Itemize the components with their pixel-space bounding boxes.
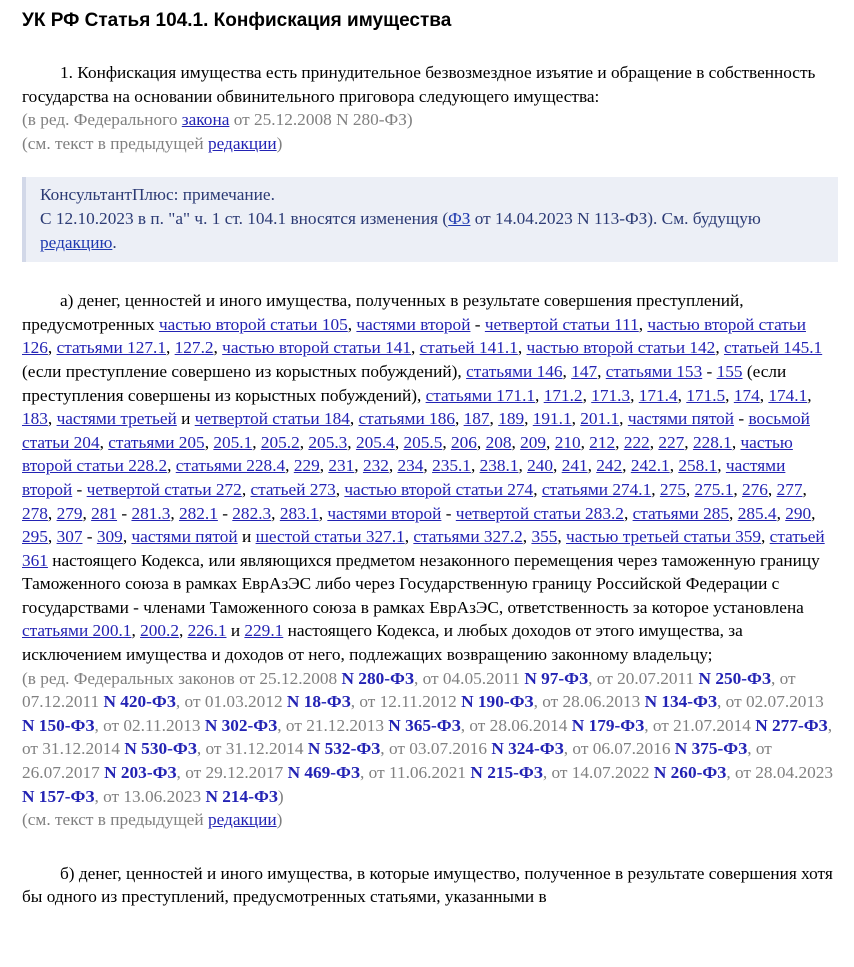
text-run: , [597, 361, 606, 381]
article-link[interactable]: 238.1 [479, 456, 519, 476]
text-run: , от 04.05.2011 [413, 668, 525, 688]
article-link[interactable]: 201.1 [580, 409, 620, 429]
text-run: (если преступление совершено из корыстных побуждений), [22, 361, 467, 381]
text-run: , [166, 338, 175, 358]
text-run: , [470, 456, 480, 476]
text-run: - [441, 503, 456, 523]
article-link[interactable]: статьями 285 [632, 503, 730, 523]
text-run: , от 11.06.2021 [360, 763, 471, 783]
law-link[interactable]: N 215-ФЗ [470, 763, 543, 783]
text-run: , [811, 503, 816, 523]
text-run: , [619, 409, 628, 429]
text-run: , [489, 409, 499, 429]
article-link[interactable]: 290 [785, 503, 812, 523]
article-link[interactable]: 127.2 [174, 338, 214, 358]
law-link[interactable]: N 530-ФЗ [124, 739, 197, 759]
text-run: , [557, 527, 566, 547]
law-link[interactable]: N 214-ФЗ [205, 786, 278, 806]
text-run: (если преступления совершены из корыстных побуждений), [22, 361, 787, 405]
text-run: , [99, 432, 109, 452]
article-link[interactable]: частью второй статьи 228.2 [22, 432, 793, 476]
text-run: , [638, 314, 648, 334]
note-body: С 12.10.2023 в п. "а" ч. 1 ст. 104.1 вносятся изменения (ФЗ от 14.04.2023 N 113-ФЗ). См. будущую редакцию. [40, 208, 761, 252]
article-link[interactable]: 171.2 [543, 385, 583, 405]
previous-edition-link[interactable]: редакции [207, 133, 277, 153]
article-link[interactable]: 209 [520, 432, 547, 452]
text-run: , [204, 432, 214, 452]
article-link[interactable]: 295 [22, 527, 48, 547]
text-run: ) [277, 786, 284, 806]
article-link[interactable]: 222 [623, 432, 650, 452]
law-link[interactable]: N 277-ФЗ [755, 715, 828, 735]
law-link[interactable]: N 150-ФЗ [22, 715, 95, 735]
article-link[interactable]: 232 [362, 456, 389, 476]
article-link[interactable]: 226.1 [187, 621, 227, 641]
text-run: , [622, 456, 631, 476]
text-run: , [535, 385, 544, 405]
text-run: , [733, 479, 742, 499]
page-title: УК РФ Статья 104.1. Конфискация имущества [22, 10, 452, 31]
text-run: , [319, 456, 329, 476]
text-run: , [388, 456, 398, 476]
text-run: , [517, 338, 527, 358]
text-run: , [587, 456, 597, 476]
law-link[interactable]: N 260-ФЗ [653, 763, 727, 783]
text-run: , [553, 456, 562, 476]
text-run: , [731, 432, 741, 452]
text-run: а) денег, ценностей и иного имущества, полученных в результате совершения преступлений, предусмотренных [22, 291, 744, 334]
text-run: , [82, 503, 92, 523]
law-link[interactable]: N 420-ФЗ [103, 692, 176, 712]
text-run: , от 29.12.2017 [176, 763, 288, 783]
text-run: , [394, 432, 404, 452]
text-run: , [423, 456, 433, 476]
text-run: , [717, 456, 726, 476]
article-link[interactable]: 279 [56, 503, 83, 523]
previous-edition-note-1: (см. текст в предыдущей редакции) [22, 133, 283, 153]
article-link[interactable]: четвертой статьи 184 [194, 409, 350, 429]
paragraph-a [22, 289, 838, 667]
text-run: , от 06.07.2016 [563, 739, 675, 759]
text-run: - [117, 503, 132, 523]
law-link[interactable]: N 280-ФЗ [341, 668, 414, 688]
paragraph-b: б) денег, ценностей и иного имущества, в которые имущество, полученное в результате совершения хотя бы одного из преступлений, предусмотренных статьями, указанными в [22, 863, 833, 907]
text-run: , [669, 456, 679, 476]
article-link[interactable]: 231 [328, 456, 355, 476]
text-run: , [349, 409, 359, 429]
article-link[interactable]: 205.4 [355, 432, 395, 452]
article-link[interactable]: частью второй статьи 126 [22, 314, 806, 358]
text-run: , [347, 432, 356, 452]
text-run: , от 02.11.2013 [94, 715, 205, 735]
article-link[interactable]: 210 [554, 432, 581, 452]
article-link[interactable]: 155 [716, 361, 743, 381]
text-run: , [649, 432, 659, 452]
note-fz-link[interactable]: ФЗ [448, 208, 471, 228]
article-link[interactable]: 200.2 [140, 621, 179, 641]
text-run: , от 12.11.2012 [350, 692, 462, 712]
law-link[interactable]: N 18-ФЗ [286, 692, 351, 712]
article-link[interactable]: 205.2 [260, 432, 300, 452]
law-link[interactable]: N 324-ФЗ [491, 739, 564, 759]
text-run: и [237, 527, 256, 547]
article-link[interactable]: 227 [658, 432, 685, 452]
text-run: и [226, 621, 245, 641]
article-link[interactable]: 174.1 [768, 385, 808, 405]
article-link[interactable]: статьями 228.4 [175, 456, 286, 476]
article-link[interactable]: 205.5 [403, 432, 443, 452]
article-link[interactable]: 212 [589, 432, 616, 452]
text-run: , [213, 338, 223, 358]
text-run: , [582, 385, 592, 405]
article-link[interactable]: 258.1 [678, 456, 718, 476]
text-run: , [524, 409, 533, 429]
note-heading: КонсультантПлюс: примечание. [40, 185, 275, 205]
text-run: , [318, 503, 328, 523]
article-link[interactable]: 229 [293, 456, 320, 476]
article-link[interactable]: 187 [463, 409, 490, 429]
text-run: , [47, 503, 57, 523]
text-run: , [580, 432, 590, 452]
article-link[interactable]: восьмой статьи 204 [22, 409, 810, 452]
consultant-note [22, 177, 838, 262]
article-link[interactable]: частью второй статьи 141 [222, 338, 411, 358]
text-run: , от 31.12.2014 [196, 739, 308, 759]
article-link[interactable]: четвертой статьи 272 [86, 479, 242, 499]
text-run: , [562, 361, 572, 381]
paragraph-1: 1. Конфискация имущества есть принудительное безвозмездное изъятие и обращение в собственность государства на основании обвинительного приговора следующего имущества: [22, 63, 816, 106]
article-link[interactable]: 278 [22, 503, 48, 523]
law-link[interactable]: N 532-ФЗ [307, 739, 381, 759]
article-link[interactable]: 205.3 [308, 432, 348, 452]
text-run: , от 28.06.2014 [460, 715, 572, 735]
article-link[interactable]: шестой статьи 327.1 [255, 527, 405, 547]
text-run: , [347, 314, 357, 334]
edition-note-a [22, 667, 838, 809]
law-link[interactable]: N 469-ФЗ [287, 763, 361, 783]
text-run: , [615, 432, 624, 452]
future-edition-link[interactable]: редакцию [40, 232, 113, 252]
text-run: , [511, 432, 521, 452]
article-link[interactable]: 228.1 [692, 432, 732, 452]
text-run: , [767, 479, 777, 499]
text-run: , [47, 338, 57, 358]
article-link[interactable]: 171.4 [638, 385, 678, 405]
text-run: , [623, 503, 633, 523]
article-link[interactable]: частью второй статьи 274 [344, 479, 534, 499]
text-run: , [677, 385, 687, 405]
article-link[interactable]: 171.3 [591, 385, 631, 405]
article-link[interactable]: четвертой статьи 111 [484, 314, 639, 334]
article-link[interactable]: статьями 274.1 [541, 479, 652, 499]
article-link[interactable]: 275.1 [694, 479, 734, 499]
text-run: , [404, 527, 414, 547]
text-run: , [442, 432, 451, 452]
article-link[interactable]: 281 [91, 503, 118, 523]
law-link[interactable]: N 134-ФЗ [644, 692, 718, 712]
article-link[interactable]: статьями 127.1 [56, 338, 166, 358]
article-link[interactable]: статьей 145.1 [723, 338, 823, 358]
article-link[interactable]: 206 [451, 432, 477, 452]
article-link[interactable]: 229.1 [244, 621, 284, 641]
article-link[interactable]: 307 [56, 527, 83, 547]
text-run: , от 01.03.2012 [175, 692, 287, 712]
text-run: - [82, 527, 97, 547]
text-run: , [802, 479, 807, 499]
text-run: , от 31.12.2014 [22, 715, 833, 759]
article-link[interactable]: частью второй статьи 105 [158, 314, 348, 334]
law-link[interactable]: закона [181, 110, 230, 130]
text-run: , [725, 385, 734, 405]
text-run: и [176, 409, 195, 429]
text-run: , [546, 432, 555, 452]
text-run: , [759, 385, 769, 405]
text-run: (в ред. Федеральных законов от 25.12.2008 [22, 668, 342, 688]
law-link[interactable]: N 375-ФЗ [674, 739, 748, 759]
article-link[interactable]: частями второй [22, 456, 786, 499]
article-link[interactable]: статьями 171.1 [425, 385, 536, 405]
text-run: , [252, 432, 261, 452]
article-link[interactable]: 171.5 [686, 385, 726, 405]
article-link[interactable]: 241 [561, 456, 588, 476]
article-link[interactable]: 277 [776, 479, 803, 499]
text-run: , [476, 432, 486, 452]
article-link[interactable]: статьями 186 [358, 409, 455, 429]
article-link[interactable]: статьей 273 [250, 479, 336, 499]
text-run: , от 28.06.2013 [533, 692, 645, 712]
text-run: , [47, 527, 57, 547]
text-run: , [299, 432, 309, 452]
text-run: , [167, 456, 176, 476]
article-link[interactable]: частями пятой [627, 409, 735, 429]
previous-edition-link[interactable]: редакции [207, 810, 277, 830]
article-link[interactable]: статьями 327.2 [413, 527, 523, 547]
law-link[interactable]: N 302-ФЗ [204, 715, 278, 735]
article-link[interactable]: 183 [22, 409, 48, 429]
article-link[interactable]: частями пятой [131, 527, 238, 547]
text-run: , [411, 338, 420, 358]
text-run: , от 28.04.2023 [726, 763, 834, 783]
article-link[interactable]: 242 [596, 456, 623, 476]
article-link[interactable]: 174 [733, 385, 760, 405]
text-run: , от 21.12.2013 [277, 715, 389, 735]
text-run: настоящего Кодекса, и любых доходов от этого имущества, за исключением имущества и доходов от него, подлежащих возвращению законному владельцу; [22, 621, 743, 665]
article-link[interactable]: 234 [397, 456, 424, 476]
law-link[interactable]: N 157-ФЗ [22, 786, 95, 806]
article-link[interactable]: 282.3 [232, 503, 272, 523]
text-run: , [522, 527, 532, 547]
article-link[interactable]: частями второй [356, 314, 471, 334]
article-link[interactable]: 189 [498, 409, 525, 429]
text-run: - [72, 479, 87, 499]
edition-note-1: (в ред. Федерального закона от 25.12.2008 N 280-ФЗ) [22, 110, 413, 130]
article-link[interactable]: 235.1 [432, 456, 471, 476]
text-run: - [217, 503, 233, 523]
article-link[interactable]: статьей 141.1 [419, 338, 518, 358]
text-run: , от 14.07.2022 [542, 763, 654, 783]
text-run: , [518, 456, 528, 476]
text-run: , [47, 409, 57, 429]
text-run: - [702, 361, 717, 381]
law-link[interactable]: N 179-ФЗ [571, 715, 645, 735]
article-link[interactable]: 191.1 [532, 409, 572, 429]
text-run: , [761, 527, 770, 547]
text-run: , [807, 385, 812, 405]
article-link[interactable]: 242.1 [630, 456, 670, 476]
text-run: , от 20.07.2011 [588, 668, 699, 688]
text-run: , от 26.07.2017 [22, 739, 772, 783]
article-link[interactable]: 282.1 [178, 503, 218, 523]
text-run: , [685, 479, 695, 499]
text-run: , [684, 432, 693, 452]
text-run: , [533, 479, 542, 499]
article-link[interactable]: 283.1 [279, 503, 319, 523]
text-run: , от 13.06.2023 [94, 786, 206, 806]
law-link[interactable]: N 190-ФЗ [461, 692, 534, 712]
previous-edition-note-a: (см. текст в предыдущей редакции) [22, 810, 283, 830]
text-run: - [470, 314, 485, 334]
text-run: , [571, 409, 581, 429]
text-run: - [734, 409, 749, 429]
article-link[interactable]: 276 [742, 479, 768, 499]
text-run: , от 07.12.2011 [22, 668, 796, 712]
article-link[interactable]: частью второй статьи 142 [526, 338, 716, 358]
text-run: , [178, 621, 188, 641]
text-run: , [354, 456, 363, 476]
law-link[interactable]: N 365-ФЗ [388, 715, 461, 735]
article-link[interactable]: статьями 200.1 [22, 621, 132, 641]
article-link[interactable]: статьями 146 [466, 361, 563, 381]
text-run: , [630, 385, 639, 405]
law-link[interactable]: N 250-ФЗ [698, 668, 771, 688]
text-run: настоящего Кодекса, или являющихся предметом незаконного перемещения через таможенную границу Таможенного союза в рамках ЕврАзЭС либо через Государственную границу Российской Федерации с государствами - членами Таможенного союза в рамках ЕврАзЭС, ответственность за которое установлена [22, 550, 820, 617]
law-link[interactable]: N 97-ФЗ [524, 668, 589, 688]
text-run: , [131, 621, 141, 641]
article-link[interactable]: статьями 205 [108, 432, 205, 452]
text-run: , [271, 503, 280, 523]
article-link[interactable]: статьями 153 [605, 361, 703, 381]
text-run: , [729, 503, 738, 523]
text-run: , [241, 479, 251, 499]
article-link[interactable]: 147 [571, 361, 598, 381]
text-run: , [651, 479, 660, 499]
article-link[interactable]: 355 [531, 527, 558, 547]
text-run: , [776, 503, 786, 523]
text-run: , [454, 409, 464, 429]
article-link[interactable]: четвертой статьи 283.2 [455, 503, 624, 523]
text-run: , от 02.07.2013 [717, 692, 824, 712]
article-link[interactable]: частью третьей статьи 359 [566, 527, 762, 547]
law-link[interactable]: N 203-ФЗ [104, 763, 177, 783]
text-run: , [122, 527, 132, 547]
article-link[interactable]: 208 [485, 432, 512, 452]
article-link[interactable]: статьей 361 [22, 527, 825, 570]
article-link[interactable]: 281.3 [131, 503, 171, 523]
text-run: , [170, 503, 179, 523]
text-run: , [285, 456, 294, 476]
article-link[interactable]: частями третьей [56, 409, 177, 429]
article-link[interactable]: 309 [96, 527, 123, 547]
article-link[interactable]: 275 [659, 479, 686, 499]
text-run: , [715, 338, 724, 358]
article-link[interactable]: частями второй [327, 503, 442, 523]
article-link[interactable]: 240 [527, 456, 554, 476]
text-run: , [335, 479, 345, 499]
text-run: , от 21.07.2014 [644, 715, 756, 735]
article-link[interactable]: 285.4 [737, 503, 777, 523]
text-run: , от 03.07.2016 [380, 739, 492, 759]
article-link[interactable]: 205.1 [213, 432, 253, 452]
